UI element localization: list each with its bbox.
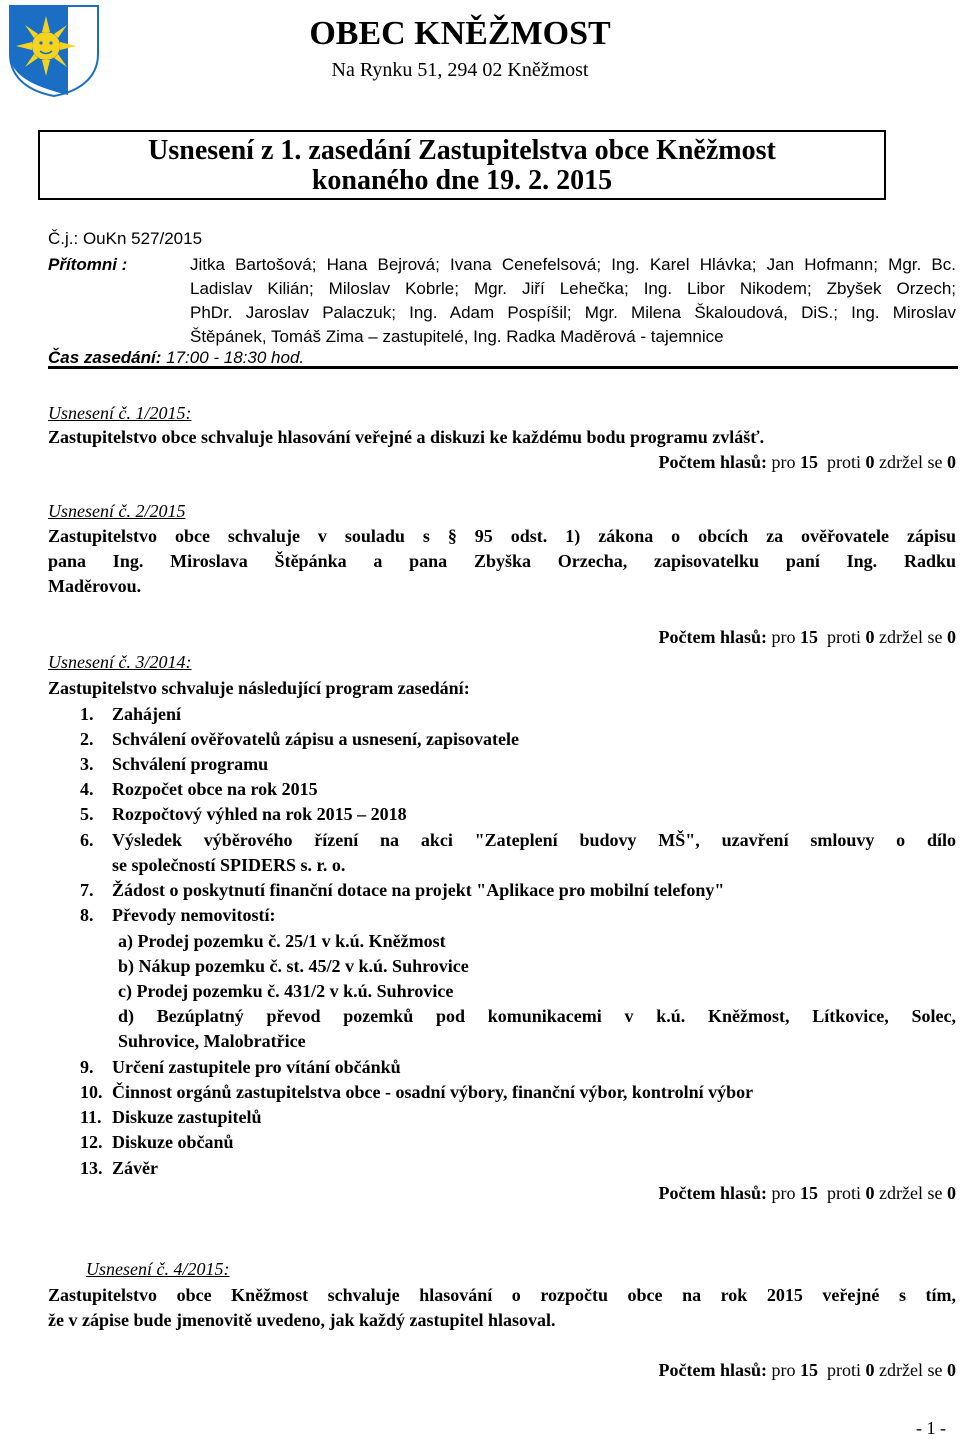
resolution-text: Zastupitelstvo obce Kněžmost schvaluje hlasování o rozpočtu obce na rok 2015 veřejné s tím, — [48, 1285, 956, 1305]
program-item: 12. Diskuze občanů — [80, 1132, 234, 1152]
present-line: Štěpánek, Tomáš Zima – zastupitelé, Ing. Radka Maděrová - tajemnice — [190, 327, 724, 346]
program-intro: Zastupitelstvo schvaluje následující program zasedání: — [48, 678, 470, 698]
program-item: 2. Schválení ověřovatelů zápisu a usnesení, zapisovatele — [80, 729, 520, 749]
reference-number: Č.j.: OuKn 527/2015 — [48, 229, 203, 248]
document-title-box — [38, 130, 886, 200]
program-item-continuation: se společností SPIDERS s. r. o. — [112, 855, 346, 875]
vote-count: Počtem hlasů: pro 15 proti 0 zdržel se 0 — [658, 1183, 956, 1203]
program-subitem: b) Nákup pozemku č. st. 45/2 v k.ú. Suhrovice — [118, 956, 469, 976]
divider — [48, 366, 958, 369]
document-title-line2: konaného dne 19. 2. 2015 — [311, 165, 613, 196]
municipality-address: Na Rynku 51, 294 02 Kněžmost — [331, 59, 589, 81]
meeting-time-value: 17:00 - 18:30 hod. — [166, 348, 305, 367]
program-subitem: c) Prodej pozemku č. 431/2 v k.ú. Suhrovice — [118, 981, 454, 1001]
vote-count: Počtem hlasů: pro 15 proti 0 zdržel se 0 — [658, 1360, 956, 1380]
vote-count: Počtem hlasů: pro 15 proti 0 zdržel se 0 — [658, 452, 956, 472]
resolution-heading: Usnesení č. 1/2015: — [48, 403, 192, 423]
resolution-text: Maděrovou. — [48, 576, 142, 596]
program-item: 10. Činnost orgánů zastupitelstva obce - osadní výbory, finanční výbor, kontrolní výbor — [80, 1082, 754, 1102]
resolution-heading: Usnesení č. 4/2015: — [86, 1259, 230, 1279]
resolution-text: Zastupitelstvo obce schvaluje hlasování veřejné a diskuzi ke každému bodu programu zvlášť. — [48, 427, 765, 447]
resolution-heading: Usnesení č. 3/2014: — [48, 652, 192, 672]
meeting-time-label: Čas zasedání: — [48, 348, 162, 367]
municipal-crest — [6, 2, 102, 98]
program-item: 3. Schválení programu — [80, 754, 269, 774]
program-item: 7. Žádost o poskytnutí finanční dotace na projekt "Aplikace pro mobilní telefony" — [80, 880, 725, 900]
municipality-name: OBEC KNĚŽMOST — [309, 15, 611, 52]
program-item: 5. Rozpočtový výhled na rok 2015 – 2018 — [80, 804, 407, 824]
program-item: 8. Převody nemovitostí: — [80, 905, 276, 925]
present-label: Přítomni : — [48, 255, 128, 274]
program-subitem: d) Bezúplatný převod pozemků pod komunikacemi v k.ú. Kněžmost, Lítkovice, Solec, — [118, 1006, 956, 1026]
resolution-text: pana Ing. Miroslava Štěpánka a pana Zbyška Orzecha, zapisovatelku paní Ing. Radku — [48, 551, 956, 571]
program-subitem: a) Prodej pozemku č. 25/1 v k.ú. Kněžmost — [118, 931, 446, 951]
resolution-heading: Usnesení č. 2/2015 — [48, 501, 186, 521]
program-subitem: Suhrovice, Malobratřice — [118, 1031, 306, 1051]
document-title-line1: Usnesení z 1. zasedání Zastupitelstva obce Kněžmost — [148, 135, 776, 166]
resolution-text: že v zápise bude jmenovitě uvedeno, jak každý zastupitel hlasoval. — [48, 1310, 556, 1330]
present-line: PhDr. Jaroslav Palaczuk; Ing. Adam Pospíšil; Mgr. Milena Škaloudová, DiS.; Ing. Miroslav — [190, 303, 956, 322]
present-line: Ladislav Kilián; Miloslav Kobrle; Mgr. Jiří Lehečka; Ing. Libor Nikodem; Zbyšek Orzech; — [190, 279, 956, 298]
vote-count: Počtem hlasů: pro 15 proti 0 zdržel se 0 — [658, 627, 956, 647]
program-item: 1. Zahájení — [80, 704, 182, 724]
program-item: 11. Diskuze zastupitelů — [80, 1107, 262, 1127]
page-number: - 1 - — [916, 1418, 946, 1438]
program-item: 13. Závěr — [80, 1158, 158, 1178]
resolution-text: Zastupitelstvo obce schvaluje v souladu s § 95 odst. 1) zákona o obcích za ověřovatele zápisu — [48, 526, 956, 546]
program-item: 6. Výsledek výběrového řízení na akci "Zateplení budovy MŠ", uzavření smlouvy o dílo — [80, 830, 956, 850]
present-line: Jitka Bartošová; Hana Bejrová; Ivana Cenefelsová; Ing. Karel Hlávka; Jan Hofmann; Mgr. Bc. — [190, 255, 956, 274]
program-item: 9. Určení zastupitele pro vítání občánků — [80, 1057, 401, 1077]
program-item: 4. Rozpočet obce na rok 2015 — [80, 779, 318, 799]
